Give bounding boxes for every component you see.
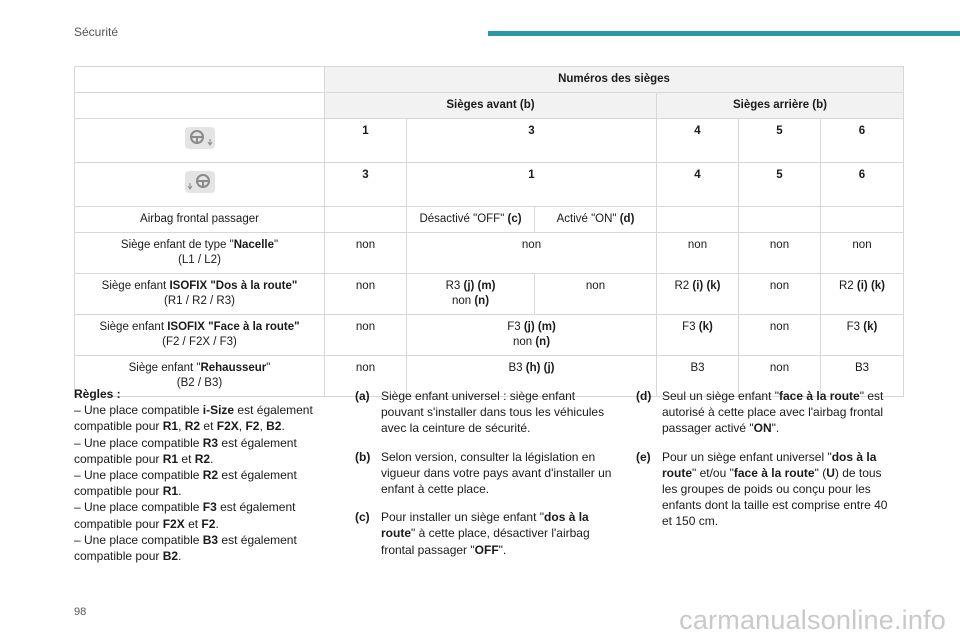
- row-label: Siège enfant ISOFIX "Dos à la route" (R1 / R2 / R3): [75, 274, 325, 315]
- table-cell: B3 (h) (j): [407, 356, 657, 397]
- table-header-row: [75, 67, 904, 93]
- table-cell: non: [739, 315, 821, 356]
- table-cell: F3 (k): [657, 315, 739, 356]
- table-cell: [325, 207, 407, 233]
- right-hand-drive-icon-cell: [75, 163, 325, 207]
- table-cell: non: [821, 233, 904, 274]
- airbag-on-cell: Activé "ON" (d): [535, 207, 657, 233]
- left-hand-drive-icon-cell: [75, 119, 325, 163]
- rule-item: – Une place compatible R2 est également compatible pour R1.: [74, 468, 297, 499]
- table-cell: non: [657, 233, 739, 274]
- seat-number-cell: 5: [739, 163, 821, 207]
- note-d: (d) Seul un siège enfant "face à la route" est autorisé à cette place avec l'airbag frontal passager activé "ON".: [636, 389, 884, 436]
- header-seat-numbers: Numéros des sièges: [325, 67, 904, 93]
- seat-number-cell: 5: [739, 119, 821, 163]
- table-cell: non: [739, 233, 821, 274]
- table-cell: non: [325, 233, 407, 274]
- seat-number-cell: 3: [325, 163, 407, 207]
- row-label: Siège enfant ISOFIX "Face à la route" (F2 / F2X / F3): [75, 315, 325, 356]
- seat-number-cell: 3: [407, 119, 657, 163]
- table-row-isofix-front: [75, 315, 904, 356]
- seat-number-cell: 4: [657, 163, 739, 207]
- row-label: Airbag frontal passager: [75, 207, 325, 233]
- seat-number-cell: 1: [325, 119, 407, 163]
- steering-wheel-right-icon: [182, 168, 218, 196]
- section-title: Sécurité: [74, 25, 119, 39]
- seat-number-cell: 1: [407, 163, 657, 207]
- table-corner-cell: [75, 67, 325, 93]
- table-row-nacelle: [75, 233, 904, 274]
- table-cell: non: [739, 356, 821, 397]
- notes-column-1: [355, 388, 620, 570]
- table-cell: non: [739, 274, 821, 315]
- table-cell: [821, 207, 904, 233]
- seat-number-cell: 6: [821, 163, 904, 207]
- table-cell: non: [325, 356, 407, 397]
- table-cell: B3: [657, 356, 739, 397]
- table-cell: R2 (i) (k): [657, 274, 739, 315]
- notes-column-2: [636, 388, 898, 542]
- note-a: (a) Siège enfant universel : siège enfant pouvant s'installer dans tous les véhicules avec la ceinture de sécurité.: [355, 389, 605, 436]
- note-c: (c) Pour installer un siège enfant "dos à la route" à cette place, désactiver l'airbag frontal passager "OFF".: [355, 510, 590, 557]
- table-cell: non: [535, 274, 657, 315]
- rule-item: – Une place compatible B3 est également compatible pour B2.: [74, 532, 297, 564]
- steering-wheel-left-icon: [182, 124, 218, 152]
- rule-item: – Une place compatible i-Size est également compatible pour R1, R2 et F2X, F2, B2.: [74, 403, 313, 434]
- table-row-isofix-rear: [75, 274, 904, 315]
- rule-item: – Une place compatible F3 est également compatible pour F2X et F2.: [74, 500, 296, 531]
- table-cell: [657, 207, 739, 233]
- table-row: [75, 163, 904, 207]
- row-label: Siège enfant "Rehausseur" (B2 / B3): [75, 356, 325, 397]
- seat-number-cell: 4: [657, 119, 739, 163]
- table-cell: non: [325, 315, 407, 356]
- table-cell: F3 (j) (m) non (n): [407, 315, 657, 356]
- page-number: 98: [74, 606, 87, 618]
- table-row-airbag: [75, 207, 904, 233]
- table-cell: R3 (j) (m) non (n): [407, 274, 535, 315]
- seat-compatibility-table: [74, 66, 904, 397]
- header-accent-bar: [488, 31, 960, 36]
- table-cell: R2 (i) (k): [821, 274, 904, 315]
- table-cell: non: [325, 274, 407, 315]
- header-rear-seats: Sièges arrière (b): [657, 93, 904, 119]
- rules-title: Règles :: [74, 387, 121, 401]
- rule-item: – Une place compatible R3 est également compatible pour R1 et R2.: [74, 435, 297, 466]
- table-row: [75, 119, 904, 163]
- table-cell: [739, 207, 821, 233]
- seat-number-cell: 6: [821, 119, 904, 163]
- table-subheader-row: [75, 93, 904, 119]
- rules-section: [74, 386, 336, 564]
- table-cell: F3 (k): [821, 315, 904, 356]
- header-front-seats: Sièges avant (b): [325, 93, 657, 119]
- note-e: (e) Pour un siège enfant universel "dos à la route" et/ou "face à la route" (U) de tous les groupes de poids ou conçu pour les enfants dont la taille est comprise entre 40 et 150 cm.: [636, 449, 888, 529]
- table-cell: non: [407, 233, 657, 274]
- table-corner-cell: [75, 93, 325, 119]
- row-label: Siège enfant de type "Nacelle" (L1 / L2): [75, 233, 325, 274]
- watermark: carmanualsonline.info: [679, 605, 946, 635]
- table-cell: B3: [821, 356, 904, 397]
- note-b: (b) Selon version, consulter la législation en vigueur dans votre pays avant d'installer un enfant à cette place.: [355, 449, 612, 497]
- airbag-off-cell: Désactivé "OFF" (c): [407, 207, 535, 233]
